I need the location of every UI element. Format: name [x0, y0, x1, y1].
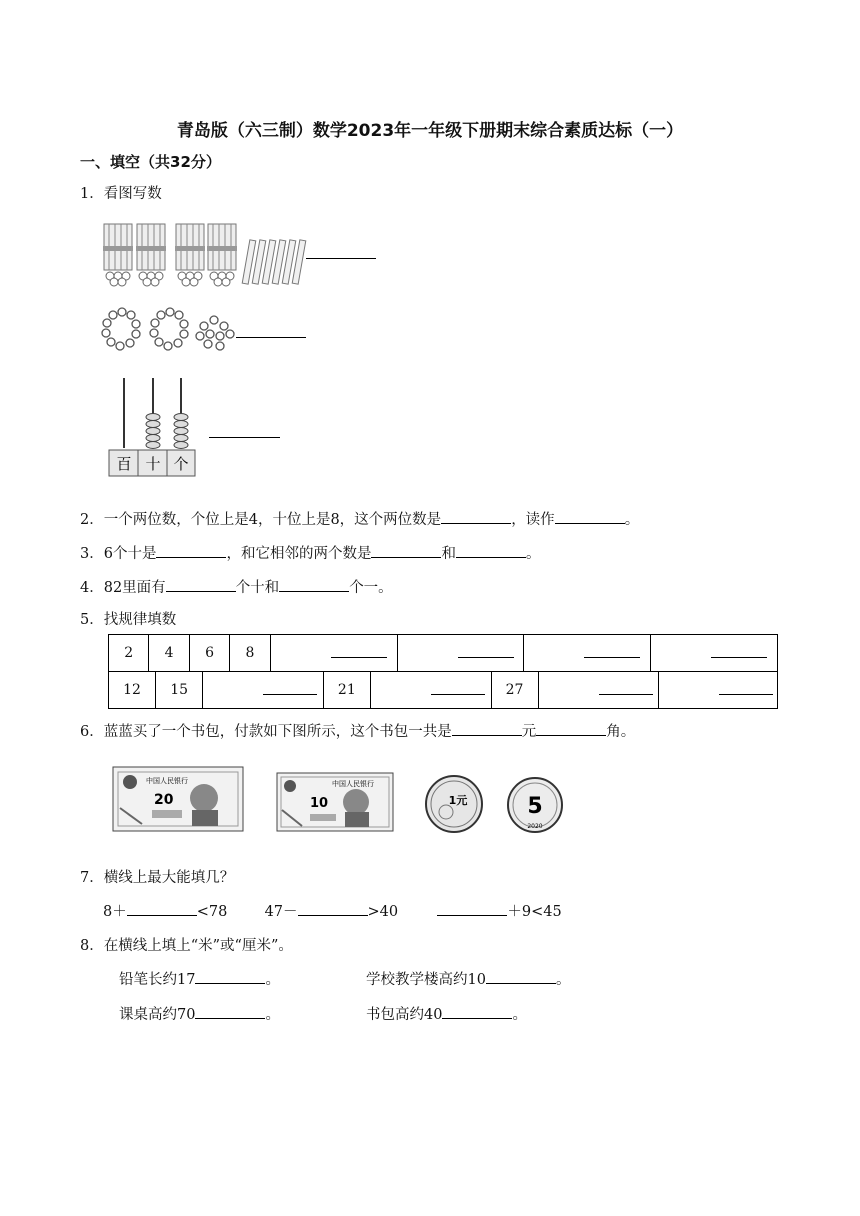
banknote-bank-name: 中国人民银行 — [332, 780, 374, 788]
answer-blank[interactable] — [456, 543, 526, 558]
sequence-cell: 27 — [491, 672, 538, 709]
sequence-blank-cell[interactable] — [397, 635, 524, 672]
item-text: 。 — [555, 972, 571, 988]
sequence-blank-cell[interactable] — [370, 672, 491, 709]
question-8-item — [366, 968, 570, 989]
item-text: 铅笔长约17 — [119, 972, 196, 988]
expression-text: 8＋ — [103, 904, 127, 920]
question-3 — [80, 542, 540, 563]
abacus-label-ones: 个 — [173, 455, 189, 473]
sequence-row-1 — [108, 634, 778, 672]
abacus-label-tens: 十 — [145, 455, 161, 473]
coin-year: 2020 — [527, 823, 543, 830]
answer-blank[interactable] — [442, 1004, 512, 1019]
question-3-text: 3．6个十是 — [80, 546, 157, 562]
answer-blank[interactable] — [127, 901, 197, 916]
stick-bundle — [175, 224, 205, 286]
sequence-cell: 4 — [149, 635, 189, 672]
sequence-blank-cell[interactable] — [203, 672, 324, 709]
sequence-blank-cell[interactable] — [270, 635, 397, 672]
coin-5-jiao — [506, 776, 564, 834]
answer-blank[interactable] — [555, 509, 625, 524]
loose-circles — [196, 316, 234, 350]
answer-blank[interactable] — [166, 577, 236, 592]
expression-text: 47－ — [264, 904, 298, 920]
banknote-value: 10 — [310, 796, 329, 811]
sequence-cell: 12 — [109, 672, 156, 709]
item-text: 书包高约40 — [366, 1007, 443, 1023]
coin-value: 5 — [527, 794, 543, 819]
sequence-blank-cell[interactable] — [651, 635, 778, 672]
single-sticks — [242, 240, 306, 284]
answer-blank[interactable] — [441, 509, 511, 524]
question-2-text: 2．一个两位数，个位上是4，十位上是8，这个两位数是 — [80, 512, 442, 528]
abacus-label-hundreds: 百 — [116, 455, 132, 473]
answer-blank[interactable] — [195, 969, 265, 984]
question-2 — [80, 508, 639, 529]
banknote-10 — [276, 772, 394, 832]
item-text: 。 — [512, 1007, 527, 1023]
answer-blank[interactable] — [486, 969, 556, 984]
answer-blank[interactable] — [195, 1004, 265, 1019]
question-4-text: 个一。 — [349, 580, 393, 596]
question-1-label: 1．看图写数 — [80, 186, 162, 202]
question-8-item — [119, 968, 280, 989]
sequence-blank-cell[interactable] — [524, 635, 651, 672]
item-text: 学校教学楼高约10 — [366, 972, 486, 988]
stick-bundle — [207, 224, 237, 286]
banknote-value: 20 — [154, 792, 174, 808]
stick-bundle — [103, 224, 133, 286]
sequence-cell: 21 — [323, 672, 370, 709]
question-5-label: 5．找规律填数 — [80, 612, 177, 628]
answer-line-sticks[interactable] — [306, 258, 376, 259]
item-text: 课桌高约70 — [119, 1007, 196, 1023]
sticks-picture — [100, 218, 390, 290]
expression-text: ＋9<45 — [507, 904, 562, 920]
question-8-item — [366, 1003, 527, 1024]
question-8-item — [119, 1003, 280, 1024]
item-text: 。 — [265, 1007, 280, 1023]
abacus — [106, 376, 198, 478]
circles-picture — [100, 306, 240, 356]
banknote-20 — [112, 766, 244, 832]
answer-blank[interactable] — [371, 543, 441, 558]
stick-bundle — [136, 224, 166, 286]
question-4-text: 个十和 — [235, 580, 280, 596]
answer-blank[interactable] — [279, 577, 349, 592]
question-7-expressions — [103, 900, 562, 921]
page-title: 青岛版（六三制）数学2023年一年级下册期末综合素质达标（一） — [176, 121, 684, 141]
sequence-blank-cell[interactable] — [659, 672, 778, 709]
answer-line-circles[interactable] — [236, 337, 306, 338]
question-6-text: 角。 — [606, 724, 636, 740]
question-3-text: ，和它相邻的两个数是 — [226, 546, 372, 562]
sequence-cell: 8 — [230, 635, 270, 672]
question-6 — [80, 720, 635, 741]
sequence-cell: 6 — [189, 635, 229, 672]
expression-text: <78 — [196, 904, 228, 920]
sequence-cell: 2 — [109, 635, 149, 672]
question-6-text: 元 — [521, 724, 537, 740]
question-6-text: 6．蓝蓝买了一个书包，付款如下图所示，这个书包一共是 — [80, 724, 452, 740]
question-3-text: 。 — [525, 546, 541, 562]
question-7-label: 7．横线上最大能填几？ — [80, 870, 235, 886]
item-text: 。 — [265, 972, 280, 988]
expression-text: >40 — [367, 904, 399, 920]
sequence-cell: 15 — [156, 672, 203, 709]
question-4-text: 4．82里面有 — [80, 580, 166, 596]
question-4 — [80, 576, 393, 597]
answer-blank[interactable] — [437, 901, 507, 916]
question-2-text: ，读作 — [511, 512, 555, 528]
sequence-row-2 — [108, 671, 778, 709]
question-3-text: 和 — [441, 546, 456, 562]
coin-1-yuan — [424, 774, 484, 834]
question-8-label: 8．在横线上填上“米”或“厘米”。 — [80, 938, 293, 954]
answer-blank[interactable] — [536, 721, 606, 736]
coin-value: 1元 — [448, 794, 468, 807]
banknote-bank-name: 中国人民银行 — [146, 777, 188, 785]
answer-blank[interactable] — [156, 543, 226, 558]
question-2-text: 。 — [624, 512, 640, 528]
sequence-blank-cell[interactable] — [538, 672, 659, 709]
answer-blank[interactable] — [298, 901, 368, 916]
circle-ring-ten — [102, 308, 140, 350]
section-heading: 一、填空（共32分） — [80, 153, 221, 171]
answer-line-abacus[interactable] — [209, 437, 280, 438]
answer-blank[interactable] — [452, 721, 522, 736]
circle-ring-ten — [150, 308, 188, 350]
